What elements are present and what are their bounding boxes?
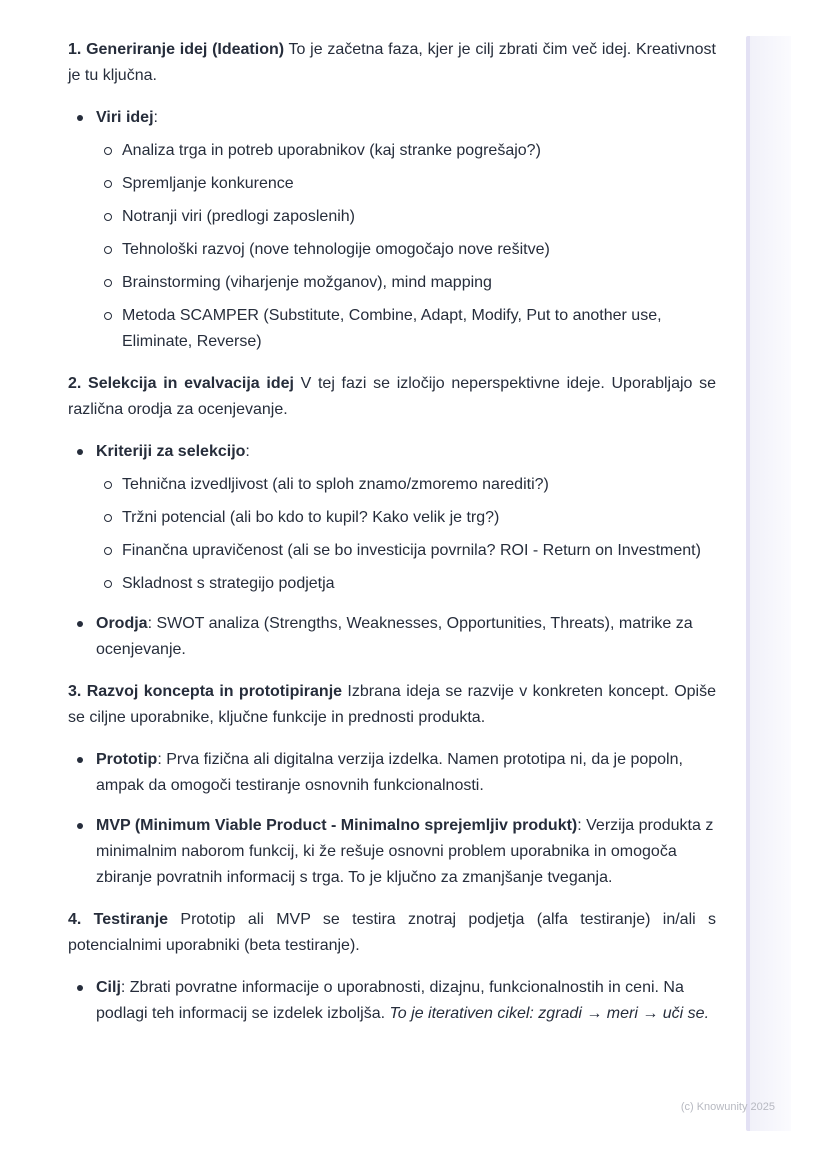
text-run-bold: Orodja — [96, 615, 148, 632]
bullet-circle-icon — [96, 171, 122, 197]
text-run-bold: 2. Selekcija in evalvacija idej — [68, 375, 294, 392]
text-run: V tej fazi se izločijo neperspektivne ideje. Uporabljajo se različna orodja za ocenjevanje. — [68, 375, 717, 418]
text-run: Tehnološki razvoj (nove tehnologije omogočajo nove rešitve) — [122, 241, 550, 258]
bullet-list — [68, 105, 716, 355]
text-run: Prototip ali MVP se testira znotraj podjetja (alfa testiranje) in/ali s potencialnimi uporabniki (beta testiranje). — [68, 911, 717, 954]
sub-list-item — [68, 505, 716, 531]
document-content — [68, 37, 716, 1027]
sub-list-item — [68, 571, 716, 597]
text-run: : Prva fizična ali digitalna verzija izdelka. Namen prototipa ni, da je popoln, ampak da omogoči testiranje osnovnih funkcionalnosti. — [96, 751, 683, 794]
list-item — [68, 611, 716, 663]
bullet-list — [68, 439, 716, 663]
list-item-text — [96, 975, 716, 1027]
section-paragraph — [68, 37, 716, 89]
list-item-text — [96, 611, 716, 663]
text-run: Izbrana ideja se razvije v konkreten koncept. Opiše se ciljne uporabnike, ključne funkcije in prednosti produkta. — [68, 683, 717, 726]
text-run: : Verzija produkta z minimalnim naborom funkcij, ki že rešuje osnovni problem uporabnika in omogoča zbiranje povratnih informacij s trga. To je ključno za zmanjšanje tveganja. — [96, 817, 714, 886]
list-item-text — [96, 105, 716, 131]
sub-list-item — [68, 204, 716, 230]
text-run-italic: To je iterativen cikel: zgradi → meri → uči se. — [389, 1005, 710, 1022]
text-run-bold: 1. Generiranje idej (Ideation) — [68, 41, 285, 58]
bullet-disc-icon — [68, 611, 96, 663]
sub-list-item-text — [122, 171, 716, 197]
text-run: Metoda SCAMPER (Substitute, Combine, Adapt, Modify, Put to another use, Eliminate, Reverse) — [122, 307, 662, 350]
sub-list-item-text — [122, 571, 716, 597]
text-run: Skladnost s strategijo podjetja — [122, 575, 335, 592]
next-page-edge — [746, 36, 791, 1131]
text-run-bold: Kriteriji za selekcijo — [96, 443, 246, 460]
text-run: Brainstorming (viharjenje možganov), mind mapping — [122, 274, 492, 291]
section-paragraph — [68, 371, 716, 423]
sub-list-item — [68, 138, 716, 164]
bullet-list — [68, 975, 716, 1027]
bullet-circle-icon — [96, 204, 122, 230]
bullet-circle-icon — [96, 270, 122, 296]
text-run: : SWOT analiza (Strengths, Weaknesses, Opportunities, Threats), matrike za ocenjevanje. — [96, 615, 693, 658]
list-item — [68, 813, 716, 891]
sub-list-item-text — [122, 138, 716, 164]
text-run: To je začetna faza, kjer je cilj zbrati čim več idej. Kreativnost je tu ključna. — [68, 41, 717, 84]
sub-list-item-text — [122, 237, 716, 263]
list-item — [68, 975, 716, 1027]
text-run: Tehnična izvedljivost (ali to sploh znamo/zmoremo narediti?) — [122, 476, 549, 493]
bullet-disc-icon — [68, 813, 96, 891]
text-run-bold: Cilj — [96, 979, 121, 996]
sub-list-item — [68, 171, 716, 197]
text-run: Spremljanje konkurence — [122, 175, 294, 192]
bullet-list — [68, 747, 716, 891]
text-run: Tržni potencial (ali bo kdo to kupil? Kako velik je trg?) — [122, 509, 500, 526]
text-run-bold: MVP (Minimum Viable Product - Minimalno sprejemljiv produkt) — [96, 817, 578, 834]
list-item — [68, 747, 716, 799]
list-item — [68, 105, 716, 131]
sub-list-item-text — [122, 472, 716, 498]
sub-list-item-text — [122, 204, 716, 230]
list-item-text — [96, 747, 716, 799]
text-run: Notranji viri (predlogi zaposlenih) — [122, 208, 355, 225]
bullet-circle-icon — [96, 138, 122, 164]
text-run-bold: Prototip — [96, 751, 158, 768]
bullet-disc-icon — [68, 747, 96, 799]
sub-list-item-text — [122, 270, 716, 296]
sub-list-item — [68, 237, 716, 263]
text-run: : Zbrati povratne informacije o uporabnosti, dizajnu, funkcionalnostih in ceni. Na podlagi teh informacij se izdelek izboljša. — [96, 979, 684, 1022]
bullet-disc-icon — [68, 975, 96, 1027]
list-item-text — [96, 439, 716, 465]
bullet-disc-icon — [68, 105, 96, 131]
bullet-circle-icon — [96, 571, 122, 597]
list-item-text — [96, 813, 716, 891]
bullet-circle-icon — [96, 505, 122, 531]
sub-list-item-text — [122, 538, 716, 564]
text-run: Analiza trga in potreb uporabnikov (kaj stranke pogrešajo?) — [122, 142, 541, 159]
bullet-circle-icon — [96, 472, 122, 498]
sub-list-item — [68, 303, 716, 355]
text-run: : — [153, 109, 158, 126]
sub-list-item-text — [122, 505, 716, 531]
text-run: : — [245, 443, 250, 460]
bullet-disc-icon — [68, 439, 96, 465]
section-paragraph — [68, 679, 716, 731]
section-paragraph — [68, 907, 716, 959]
list-item — [68, 439, 716, 465]
text-run: Finančna upravičenost (ali se bo investicija povrnila? ROI - Return on Investment) — [122, 542, 701, 559]
bullet-circle-icon — [96, 303, 122, 355]
sub-list-item — [68, 472, 716, 498]
text-run-bold: 4. Testiranje — [68, 911, 169, 928]
text-run-bold: 3. Razvoj koncepta in prototipiranje — [68, 683, 343, 700]
bullet-circle-icon — [96, 237, 122, 263]
text-run-bold: Viri idej — [96, 109, 154, 126]
bullet-circle-icon — [96, 538, 122, 564]
sub-list-item — [68, 270, 716, 296]
sub-list-item-text — [122, 303, 716, 355]
copyright-text: (c) Knowunity 2025 — [680, 1101, 775, 1113]
sub-list-item — [68, 538, 716, 564]
